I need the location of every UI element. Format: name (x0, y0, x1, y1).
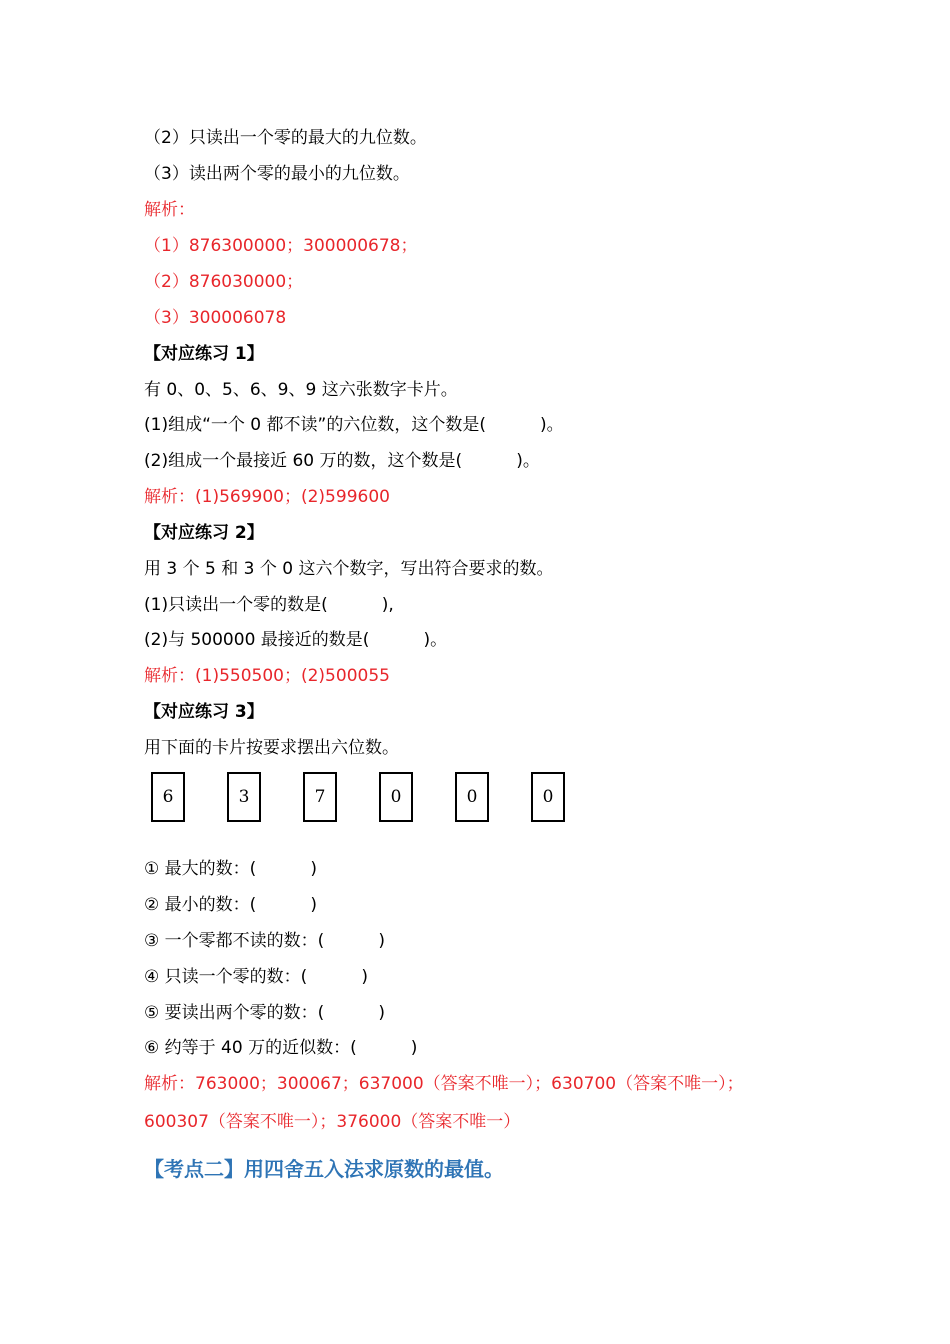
part1-analysis-label: 解析： (144, 200, 195, 220)
digit-card: 3 (227, 772, 261, 822)
exercise-1-question-1: (1)组成“一个 0 都不读”的六位数，这个数是( )。 (144, 415, 564, 435)
exercise-2-stem: 用 3 个 5 和 3 个 0 这六个数字，写出符合要求的数。 (144, 559, 554, 579)
exercise-1-answer: 解析：(1)569900；(2)599600 (144, 487, 390, 507)
exercise-2-question-1: (1)只读出一个零的数是( ), (144, 595, 394, 615)
part1-answer-1: （1）876300000；300000678； (144, 236, 418, 256)
part1-question-2: （2）只读出一个零的最大的九位数。 (144, 128, 427, 148)
exercise-2-answer: 解析：(1)550500；(2)500055 (144, 666, 390, 686)
exercise-1-question-2: (2)组成一个最接近 60 万的数，这个数是( )。 (144, 451, 540, 471)
exercise-2-question-2: (2)与 500000 最接近的数是( )。 (144, 630, 448, 650)
exercise-2-title: 【对应练习 2】 (144, 523, 264, 543)
exercise-3-question-3: ③ 一个零都不读的数：( ) (144, 931, 385, 951)
exercise-1-stem: 有 0、0、5、6、9、9 这六张数字卡片。 (144, 380, 458, 400)
exercise-3-question-2: ② 最小的数：( ) (144, 895, 317, 915)
exercise-3-title: 【对应练习 3】 (144, 702, 264, 722)
exercise-3-question-1: ① 最大的数：( ) (144, 859, 317, 879)
part1-answer-3: （3）300006078 (144, 308, 287, 328)
digit-card: 0 (379, 772, 413, 822)
exercise-3-question-6: ⑥ 约等于 40 万的近似数：( ) (144, 1038, 418, 1058)
exercise-3-question-4: ④ 只读一个零的数：( ) (144, 967, 368, 987)
digit-card: 7 (303, 772, 337, 822)
exercise-3-question-5: ⑤ 要读出两个零的数：( ) (144, 1003, 385, 1023)
exercise-3-stem: 用下面的卡片按要求摆出六位数。 (144, 738, 399, 758)
digit-card: 6 (151, 772, 185, 822)
digit-card: 0 (531, 772, 565, 822)
exercise-3-answer-line-1: 解析：763000；300067；637000（答案不唯一）；630700（答案不唯一）； (144, 1074, 744, 1094)
section-heading: 【考点二】用四舍五入法求原数的最值。 (144, 1157, 504, 1181)
digit-card: 0 (455, 772, 489, 822)
part1-answer-2: （2）876030000； (144, 272, 304, 292)
exercise-3-answer-line-2: 600307（答案不唯一）；376000（答案不唯一） (144, 1112, 521, 1132)
part1-question-3: （3）读出两个零的最小的九位数。 (144, 164, 410, 184)
exercise-1-title: 【对应练习 1】 (144, 344, 264, 364)
